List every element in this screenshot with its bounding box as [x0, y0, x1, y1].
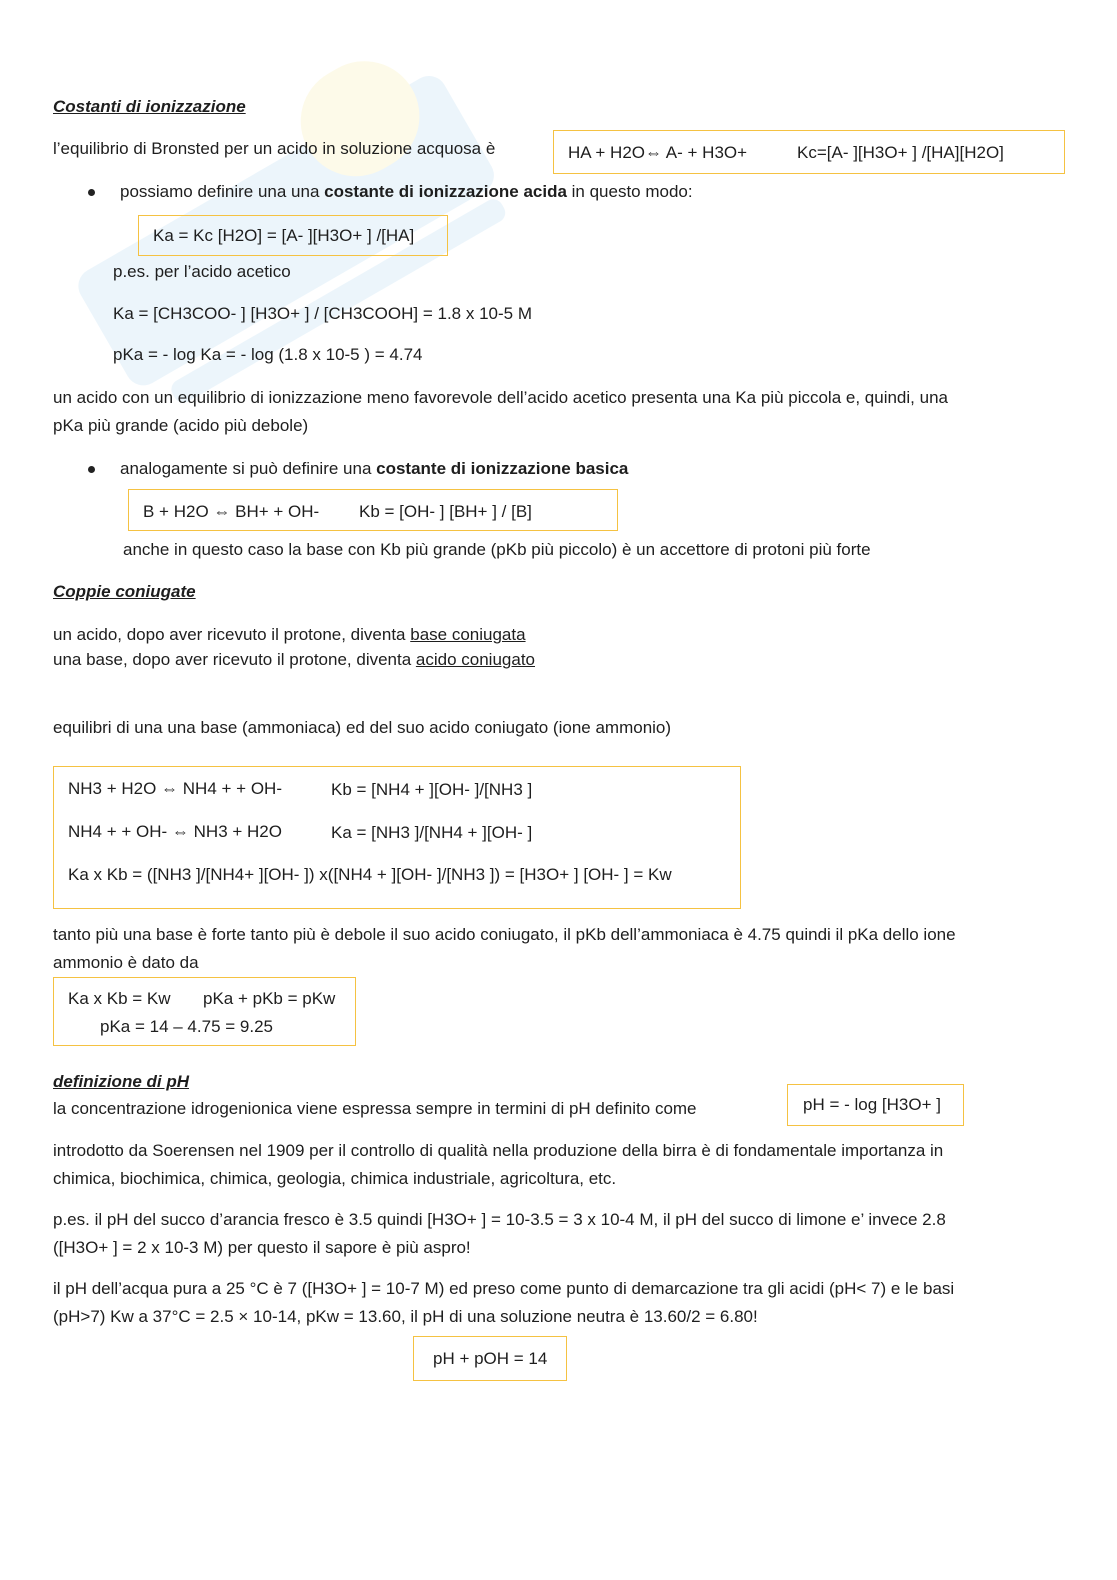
equilibrium-reaction: HA + H2O⇔ A- + H3O+: [568, 143, 748, 162]
ammonia-kb: Kb = [NH4 + ][OH- ]/[NH3 ]: [331, 780, 533, 799]
paragraph-line: ([H3O+ ] = 2 x 10-3 M) per questo il sapore è più aspro!: [53, 1238, 471, 1257]
kw-relation: Ka x Kb = Kw: [68, 989, 171, 1008]
ammonia-box: [53, 766, 741, 909]
ka-box: [138, 215, 448, 256]
bullet-text-bold: costante di ionizzazione basica: [376, 459, 629, 478]
soerensen-paragraph: [53, 1137, 943, 1193]
paragraph-line: un acido con un equilibrio di ionizzazione meno favorevole dell’acido acetico presenta una Ka più piccola e, quindi, una: [53, 388, 948, 407]
pka-ammonium: pKa = 14 – 4.75 = 9.25: [100, 1017, 273, 1036]
conjugate-acid-line: [53, 650, 535, 670]
acetic-ka: Ka = [CH3COO- ] [H3O+ ] / [CH3COOH] = 1.8 x 10-5 M: [113, 304, 532, 323]
paragraph-line: chimica, biochimica, chimica, geologia, chimica industriale, agricoltura, etc.: [53, 1169, 617, 1188]
strong-base-paragraph: [53, 921, 956, 977]
ph-intro: la concentrazione idrogenionica viene espressa sempre in termini di pH definito come: [53, 1099, 697, 1118]
equilibrium-kc: Kc=[A- ][H3O+ ] /[HA][H2O]: [797, 143, 1004, 162]
ph-definition-box: [787, 1084, 964, 1126]
juice-paragraph: [53, 1206, 946, 1262]
kw-box: [53, 977, 356, 1046]
bullet-text-post: in questo modo:: [566, 182, 693, 201]
bullet-dot: [88, 189, 95, 196]
line-text: un acido, dopo aver ricevuto il protone, diventa: [53, 625, 411, 644]
paragraph-line: p.es. il pH del succo d’arancia fresco è 3.5 quindi [H3O+ ] = 10-3.5 = 3 x 10-4 M, il pH del succo di limone e’ invece 2.8: [53, 1210, 946, 1229]
ka-formula: Ka = Kc [H2O] = [A- ][H3O+ ] /[HA]: [153, 226, 415, 245]
bullet-text-bold: costante di ionizzazione acida: [324, 182, 567, 201]
kb-box: [128, 489, 618, 531]
section-title-ionizzazione: Costanti di ionizzazione: [53, 97, 246, 116]
line-text: una base, dopo aver ricevuto il protone, diventa: [53, 650, 416, 669]
paragraph-line: il pH dell’acqua pura a 25 °C è 7 ([H3O+ ] = 10-7 M) ed preso come punto di demarcazione tra gli acidi (pH< 7) e le basi: [53, 1279, 955, 1298]
ph-poh-formula: pH + pOH = 14: [433, 1349, 548, 1368]
ph-poh-box: [413, 1336, 567, 1381]
ammonia-reaction-1: NH3 + H2O ⇔ NH4 + + OH-: [68, 779, 282, 798]
section-title-coppie: Coppie coniugate: [53, 582, 196, 601]
ka-kb-product: Ka x Kb = ([NH3 ]/[NH4+ ][OH- ]) x([NH4 + ][OH- ]/[NH3 ]) = [H3O+ ] [OH- ] = Kw: [68, 865, 672, 884]
kb-note: anche in questo caso la base con Kb più grande (pKb più piccolo) è un accettore di protoni più forte: [123, 540, 871, 559]
kb-reaction: B + H2O ⇔ BH+ + OH-: [143, 502, 320, 521]
ammonia-ka: Ka = [NH3 ]/[NH4 + ][OH- ]: [331, 823, 533, 842]
conjugate-acid-term: acido coniugato: [415, 650, 535, 669]
acetic-pka: pKa = - log Ka = - log (1.8 x 10-5 ) = 4.74: [113, 345, 423, 364]
bullet-dot: [88, 466, 95, 473]
paragraph-line: tanto più una base è forte tanto più è debole il suo acido coniugato, il pKb dell’ammoniaca è 4.75 quindi il pKa dello ione: [53, 925, 956, 944]
paragraph-line: ammonio è dato da: [53, 953, 199, 972]
conjugate-base-term: base coniugata: [410, 625, 526, 644]
pure-water-paragraph: [53, 1275, 954, 1331]
paragraph-line: (pH>7) Kw a 37°C = 2.5 × 10-14, pKw = 13.60, il pH di una soluzione neutra è 13.60/2 = 6.80!: [53, 1307, 758, 1326]
acetic-example-intro: p.es. per l’acido acetico: [113, 262, 291, 281]
bullet-text-pre: possiamo definire una una: [120, 182, 325, 201]
ph-formula: pH = - log [H3O+ ]: [803, 1095, 941, 1114]
bullet-text-pre: analogamente si può definire una: [120, 459, 377, 478]
bullet-acid-constant: [120, 182, 693, 202]
bronsted-intro: l’equilibrio di Bronsted per un acido in soluzione acquosa è: [53, 139, 496, 158]
kb-formula: Kb = [OH- ] [BH+ ] / [B]: [359, 502, 532, 521]
weaker-acid-paragraph: [53, 384, 948, 440]
equilibrium-box: [553, 130, 1065, 174]
section-title-ph: definizione di pH: [53, 1072, 189, 1091]
bullet-base-constant: [120, 459, 628, 479]
paragraph-line: introdotto da Soerensen nel 1909 per il controllo di qualità nella produzione della birra è di fondamentale importanza in: [53, 1141, 944, 1160]
ammonia-reaction-2: NH4 + + OH- ⇔ NH3 + H2O: [68, 822, 282, 841]
ammonia-equilibria-intro: equilibri di una una base (ammoniaca) ed del suo acido coniugato (ione ammonio): [53, 718, 672, 737]
conjugate-base-line: [53, 625, 526, 645]
paragraph-line: pKa più grande (acido più debole): [53, 416, 309, 435]
pkw-relation: pKa + pKb = pKw: [203, 989, 336, 1008]
